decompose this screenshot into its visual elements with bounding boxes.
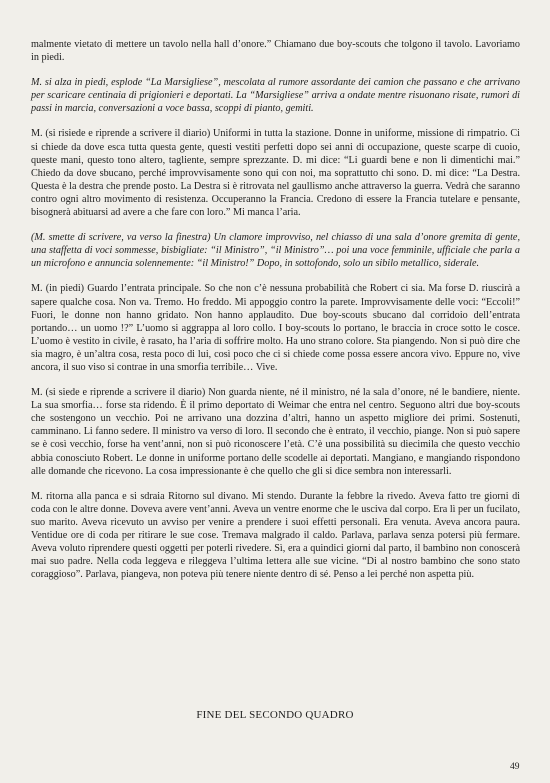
paragraph-2: M. (si risiede e riprende a scrivere il diario) Uniformi in tutta la stazione. Donne in uniforme, missione di rimpatrio. Ci si chiede da dove esca tutta questa gente, questi vestiti perfetti dopo sei anni di occupazione, queste scarpe di cuoio, queste mani, questo tono altero, tagliente, sempre sprezzante. D. mi dice: “Li guardi bene e non li dimentichi mai.” Chiedo da dove sbucano, perché improvvisamente sono qui con noi, ma soprattutto chi sono. D. mi dice: “La Destra. Questa è la destra che prende posto. La Destra si è ritrovata nel gaullismo anche attraverso la guerra. Vedrà che saranno contro ogni altro movimento di resistenza. Occuperanno la Francia. Credono di essere la Francia tutelare e pensante, bisognerà abituarsi ad avere a che fare con loro.” Mi manca l’aria.: [31, 128, 520, 219]
page-number: 49: [510, 762, 520, 772]
paragraph-3: M. (in piedi) Guardo l’entrata principale. So che non c’è nessuna probabilità che Robert ci sia. Ma forse D. riuscirà a sapere qualche cosa. Non va. Tremo. Ho freddo. Mi appoggio contro la parete. Improvvisamente delle voci: “Eccoli!” Fuori, le donne non hanno gridato. Non hanno applaudito. Due boy-scouts sbucano dal corridoio dell’entrata portando… un uomo !?” L’uomo si aggrappa al loro collo. I boy-scouts lo portano, le braccia in croce sotto le cosce. L’uomo è vestito in civile, è rasato, ha l’aria di soffrire molto. Ha uno strano colore. Sta piangendo. Non si può dire che sia magro, è un’altra cosa, resta poco di lui, così poco che ci si chiede come possa essere ancora vivo. Eppure no, vive ancora, il suo viso si contrae in una smorfia terribile… Vive.: [31, 283, 520, 373]
paragraph-5: M. ritorna alla panca e si sdraia Ritorno sul divano. Mi stendo. Durante la febbre la rivedo. Aveva fatto tre giorni di coda con le altre donne. Doveva avere vent’anni. Aveva un ventre enorme che le usciva dal corpo. Era lì per un fucilato, suo marito. Aveva ricevuto un avviso per venire a prendere i suoi effetti personali. Era venuta. Aveva ancora paura. Ventidue ore di coda per ritirare le sue cose. Tremava malgrado il caldo. Parlava, parlava senza potersi più fermare. Aveva voluto riprendere questi oggetti per poterli rivedere. Sì, era a quindici giorni dal parto, il bambino non conoscerà mai suo padre. Nella coda leggeva e rileggeva l’ultima lettera alle sue vicine. “Di al nostro bambino che sono stato coraggioso”. Parlava, piangeva, non poteva più tenere niente dentro di sé. Penso a lei perché non aspetta più.: [31, 490, 520, 581]
stage-direction-2: (M. smette di scrivere, va verso la finestra) Un clamore improvviso, nel chiasso di una sala d’onore gremita di gente, una staffetta di voci sommesse, bisbigliate: “il Ministro”, “il Ministro”… poi una voce femminile, ufficiale che parla a un microfono e annuncia solennemente: “il Ministro!” Dopo, in sottofondo, solo un sibilo metallico, siderale.: [31, 232, 520, 270]
paragraph-1: malmente vietato di mettere un tavolo nella hall d’onore.” Chiamano due boy-scouts che tolgono il tavolo. Lavoriamo in piedi.: [31, 39, 520, 64]
section-title: FINE DEL SECONDO QUADRO: [196, 709, 354, 721]
paragraph-4: M. (si siede e riprende a scrivere il diario) Non guarda niente, né il ministro, né la sala d’onore, né le bandiere, niente. La sua smorfia… forse sta ridendo. È il primo deportato di Weimar che entra nel centro. Seguono altri due boy-scouts che sostengono un vecchio. Poi ne arrivano una dozzina d’altri, hanno un aspetto migliore dei primi. Sostenuti, camminano. Li fanno sedere. Il ministro va verso di loro. Il secondo che è entrato, il vecchio, piange. Non si può sapere se è così vecchio, forse ha vent’anni, non si può riconoscere l’età. C’è una possibilità su diecimila che questo vecchio abbia conosciuto Robert. Le donne in uniforme portano delle scodelle ai deportati. Mangiano, e mangiando rispondono alle domande che ricevono. La cosa impressionante è che quello che gli si dice sembra non interessarli.: [31, 387, 520, 477]
stage-direction-1: M. si alza in piedi, esplode “La Marsigliese”, mescolata al rumore assordante dei camion che passano e che arrivano per scaricare centinaia di prigionieri e deportati. La “Marsigliese” arriva a ondate mentre risuonano risate, rumori di passi in marcia, conversazioni a voce bassa, scoppi di pianto, gemiti.: [31, 77, 520, 115]
